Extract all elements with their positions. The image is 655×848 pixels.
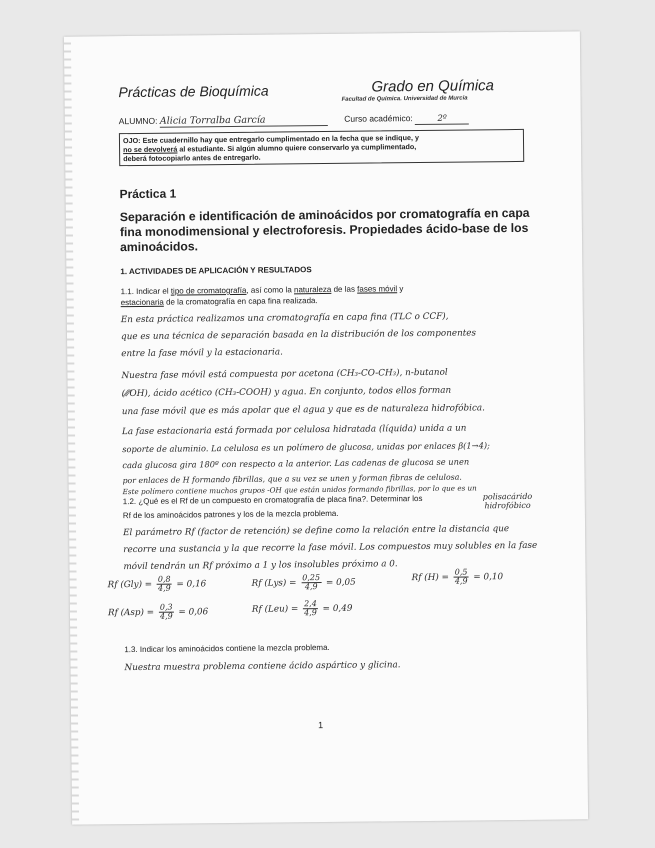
answer-1-1-side-note xyxy=(483,492,533,511)
page-number: 1 xyxy=(318,720,324,731)
rf-numerator: 2,4 xyxy=(304,599,317,609)
rf-label: Rf (Gly) = xyxy=(107,579,153,591)
rf-fraction xyxy=(303,600,318,617)
rf-gly xyxy=(108,575,207,593)
rf-result: = 0,49 xyxy=(322,603,353,615)
rf-h xyxy=(411,568,503,586)
practica-heading: Práctica 1 xyxy=(119,186,177,202)
rf-label: Rf (Leu) = xyxy=(251,604,299,615)
q12-line-1: 1.2. ¿Qué es el Rf de un compuesto en cromatografía de placa fina?. Determinar los xyxy=(122,493,423,507)
rf-numerator: 0,25 xyxy=(302,573,321,583)
answer-1-1-line: que es una técnica de separación basada en la distribución de los componentes xyxy=(120,328,477,343)
answer-1-1-line: (⁄⁄⁄OH), ácido acético (CH₃-COOH) y agua. En conjunto, todos ellos forman xyxy=(121,385,452,400)
rf-result: = 0,06 xyxy=(178,607,209,618)
alumno-field xyxy=(160,114,328,128)
side-note-line: hidrofóbico xyxy=(484,500,531,511)
rf-leu xyxy=(252,600,353,618)
rf-result: = 0,05 xyxy=(325,577,356,589)
rf-result: = 0,10 xyxy=(473,572,504,583)
faculty-name: Facultad de Química. Universidad de Murcia xyxy=(341,95,468,103)
q11-underline-naturaleza: naturaleza xyxy=(293,284,332,295)
answer-1-3: Nuestra muestra problema contiene ácido aspártico y glicina. xyxy=(124,660,401,674)
rf-numerator: 0,5 xyxy=(454,567,468,577)
rf-fraction xyxy=(159,604,174,621)
rf-label: Rf (Lys) = xyxy=(251,578,297,589)
degree-title: Grado en Química xyxy=(371,77,495,96)
q11-text-c: , así como la xyxy=(246,285,295,295)
answer-1-1-line: cada glucosa gira 180º con respecto a la anterior. Las cadenas de glucosa se unen xyxy=(122,456,470,471)
notice-line-2-text: al estudiante. Si algún alumno quiere conservarlo ya cumplimentado, xyxy=(177,142,417,154)
notice-line-1: OJO: Este cuadernillo hay que entregarlo cumplimentado en la fecha que se indique, y xyxy=(122,133,419,146)
answer-1-1-line: una fase móvil que es más apolar que el agua y que es de naturaleza hidrofóbica. xyxy=(121,403,485,418)
answer-1-2-line: móvil tendrán un Rf próximo a 1 y los insolubles próximo a 0. xyxy=(123,559,398,573)
notice-underlined: no se devolverá xyxy=(123,144,178,155)
answer-1-1-line: En esta práctica realizamos una cromatografía en capa fina (TLC o CCF), xyxy=(120,311,449,326)
rf-denominator: 4,9 xyxy=(159,611,173,621)
alumno-value: Alicia Torralba García xyxy=(159,114,266,127)
section-heading: 1. ACTIVIDADES DE APLICACIÓN Y RESULTADOS xyxy=(120,265,312,277)
alumno-label: ALUMNO: xyxy=(118,115,158,127)
binding-holes xyxy=(64,37,79,825)
rf-denominator: 4,9 xyxy=(304,608,317,618)
q11-text-a: 1.1. Indicar el xyxy=(120,286,171,297)
answer-1-1-line: soporte de aluminio. La celulosa es un polímero de glucosa, unidas por enlaces β(1→4); xyxy=(122,440,490,455)
rf-label: Rf (H) = xyxy=(411,572,450,584)
question-1-3: 1.3. Indicar los aminoácidos contiene la mezcla problema. xyxy=(124,642,330,655)
practica-title: Separación e identificación de aminoácidos por cromatografía en capa fina monodimensional y electroforesis. Propiedades ácido-base de los aminoácidos. xyxy=(119,205,530,255)
rf-fraction xyxy=(157,576,172,593)
notice-line-3: deberá fotocopiarlo antes de entregarlo. xyxy=(123,152,261,164)
q11-text-i: de la cromatografía en capa fina realizada. xyxy=(163,296,318,307)
year-label: Curso académico: xyxy=(344,113,413,124)
rf-fraction xyxy=(454,569,469,586)
rf-denominator: 4,9 xyxy=(157,583,171,593)
rf-fraction xyxy=(301,574,321,591)
year-field xyxy=(415,112,469,125)
q11-text-e: de las xyxy=(331,284,358,294)
q11-underline-tipo: tipo de cromatografía xyxy=(170,285,247,296)
q11-text-g: y xyxy=(397,284,404,294)
course-title: Prácticas de Bioquímica xyxy=(118,82,269,101)
q11-underline-fases: fases móvil xyxy=(357,284,398,294)
rf-numerator: 0,8 xyxy=(157,574,171,584)
answer-1-1-line: entre la fase móvil y la estacionaria. xyxy=(121,347,283,360)
answer-1-1-line: por enlaces de H formando fibrillas, que a su vez se unen y forman fibras de celulosa. xyxy=(122,472,462,486)
rf-result: = 0,16 xyxy=(176,579,207,590)
answer-1-1-line: La fase estacionaria está formada por celulosa hidratada (líquida) unida a un xyxy=(121,423,467,438)
answer-1-2-line: El parámetro Rf (factor de retención) se define como la relación entre la distancia que xyxy=(123,524,510,539)
student-row xyxy=(119,112,519,128)
answer-1-1-line: Nuestra fase móvil está compuesta por acetona (CH₃-CO-CH₃), n-butanol xyxy=(121,367,448,382)
rf-denominator: 4,9 xyxy=(454,576,468,586)
rf-label: Rf (Asp) = xyxy=(107,607,155,619)
worksheet-page xyxy=(64,31,588,824)
side-note-line: polisacárido xyxy=(482,491,533,502)
notice-box xyxy=(119,129,524,166)
q12-line-2: Rf de los aminoácidos patrones y los de la mezcla problema. xyxy=(122,508,339,521)
answer-1-2-line: recorre una sustancia y la que recorre la fase móvil. Los compuestos muy solubles en la fase xyxy=(123,540,538,556)
answer-1-1-line: Este polímero contiene muchos grupos -OH que están unidos formando fibrillas, por lo que es un xyxy=(122,483,477,497)
year-value: 2º xyxy=(437,113,447,124)
question-1-2 xyxy=(123,492,483,521)
rf-asp xyxy=(108,603,208,621)
question-1-1 xyxy=(121,282,531,308)
rf-lys xyxy=(252,574,356,592)
q11-underline-estacionaria: estacionaria xyxy=(120,297,164,308)
rf-numerator: 0,3 xyxy=(159,602,173,612)
rf-denominator: 4,9 xyxy=(304,582,318,592)
